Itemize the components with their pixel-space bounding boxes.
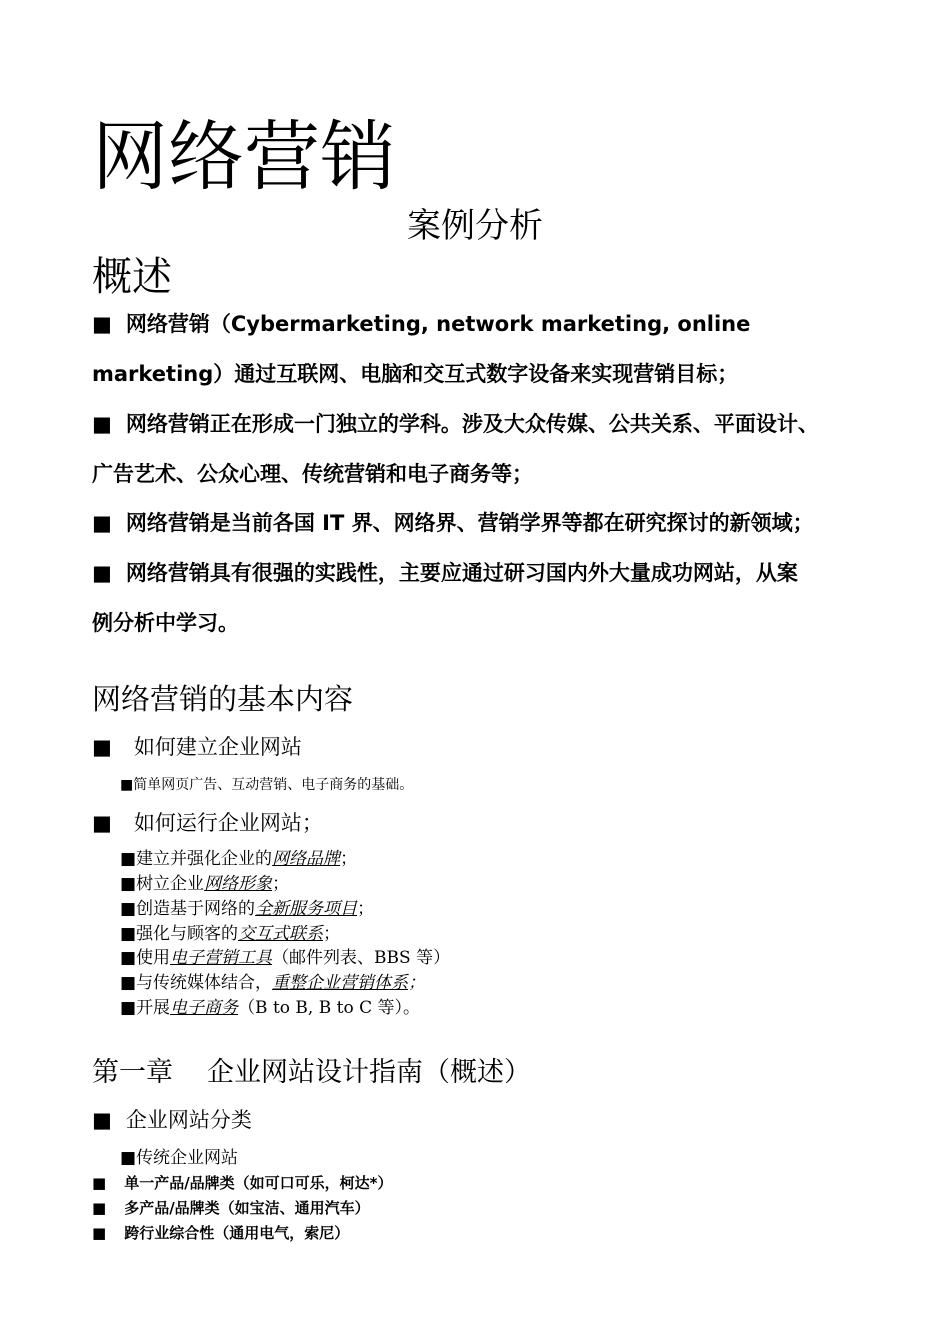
run-site-subitem: ■与传统媒体结合，重整企业营销体系； <box>120 973 426 993</box>
bullet-square-icon: ■ <box>120 1148 137 1168</box>
bullet-square-icon: ■ <box>120 777 134 793</box>
bullet-square-icon: ■ <box>120 973 137 993</box>
doc-subtitle: 案例分析 <box>407 206 543 246</box>
bullet-square-icon: ■ <box>120 899 137 919</box>
bullet-square-icon: ■ <box>92 811 112 835</box>
run-site-subitem: ■开展电子商务（B to B, B to C 等）。 <box>120 998 421 1018</box>
bullet-square-icon: ■ <box>92 1224 107 1242</box>
overview-paragraph-2-line-1: ■ 网络营销正在形成一门独立的学科。涉及大众传媒、公共关系、平面设计、 <box>92 409 819 439</box>
bullet-square-icon: ■ <box>92 511 112 535</box>
overview-paragraph-1-line-2: marketing）通过互联网、电脑和交互式数字设备来实现营销目标； <box>92 362 739 386</box>
bullet-square-icon: ■ <box>92 1174 107 1192</box>
doc-title: 网络营销 <box>92 112 396 201</box>
overview-heading: 概述 <box>92 254 172 300</box>
bullet-square-icon: ■ <box>120 948 137 968</box>
overview-paragraph-2-line-2: 广告艺术、公众心理、传统营销和电子商务等； <box>92 462 533 486</box>
bullet-square-icon: ■ <box>92 312 112 336</box>
overview-paragraph-4-line-2: 例分析中学习。 <box>92 611 239 635</box>
chapter-heading <box>92 1053 531 1093</box>
bullet-square-icon: ■ <box>120 998 137 1018</box>
build-site-note: ■简单网页广告、互动营销、电子商务的基础。 <box>120 777 414 793</box>
overview-paragraph-4-line-1: ■ 网络营销具有很强的实践性，主要应通过研习国内外大量成功网站，从案 <box>92 558 798 588</box>
run-site-subitem: ■建立并强化企业的网络品牌； <box>120 849 358 869</box>
run-site-subitem: ■使用电子营销工具（邮件列表、BBS 等） <box>120 948 451 968</box>
bullet-square-icon: ■ <box>120 849 137 869</box>
run-site-item: ■ 如何运行企业网站； <box>92 808 323 838</box>
overview-paragraph-3: ■ 网络营销是当前各国 IT 界、网络界、营销学界等都在研究探讨的新领域； <box>92 508 814 538</box>
run-site-subitem: ■创造基于网络的全新服务项目； <box>120 899 375 919</box>
classification-type: ■ 单一产品/品牌类（如可口可乐，柯达*） <box>92 1174 393 1192</box>
build-site-item: ■ 如何建立企业网站 <box>92 732 302 762</box>
bullet-square-icon: ■ <box>120 874 137 894</box>
bullet-square-icon: ■ <box>92 1108 112 1132</box>
classification-sub: ■传统企业网站 <box>120 1148 239 1168</box>
chapter-title: 企业网站设计指南（概述） <box>207 1057 531 1088</box>
bullet-square-icon: ■ <box>92 561 112 585</box>
chapter-number: 第一章 <box>92 1057 173 1088</box>
run-site-subitem: ■强化与顾客的交互式联系； <box>120 924 341 944</box>
bullet-square-icon: ■ <box>92 1199 107 1217</box>
classification-type: ■ 多产品/品牌类（如宝洁、通用汽车） <box>92 1199 370 1217</box>
bullet-square-icon: ■ <box>92 735 112 759</box>
classification-item: ■ 企业网站分类 <box>92 1105 252 1135</box>
bullet-square-icon: ■ <box>92 412 112 436</box>
bullet-square-icon: ■ <box>120 924 137 944</box>
classification-type: ■ 跨行业综合性（通用电气，索尼） <box>92 1224 350 1242</box>
overview-paragraph-1-line-1: ■ 网络营销（Cybermarketing, network marketing, online <box>92 309 750 339</box>
basic-content-heading: 网络营销的基本内容 <box>92 682 354 716</box>
run-site-subitem: ■树立企业网络形象； <box>120 874 290 894</box>
